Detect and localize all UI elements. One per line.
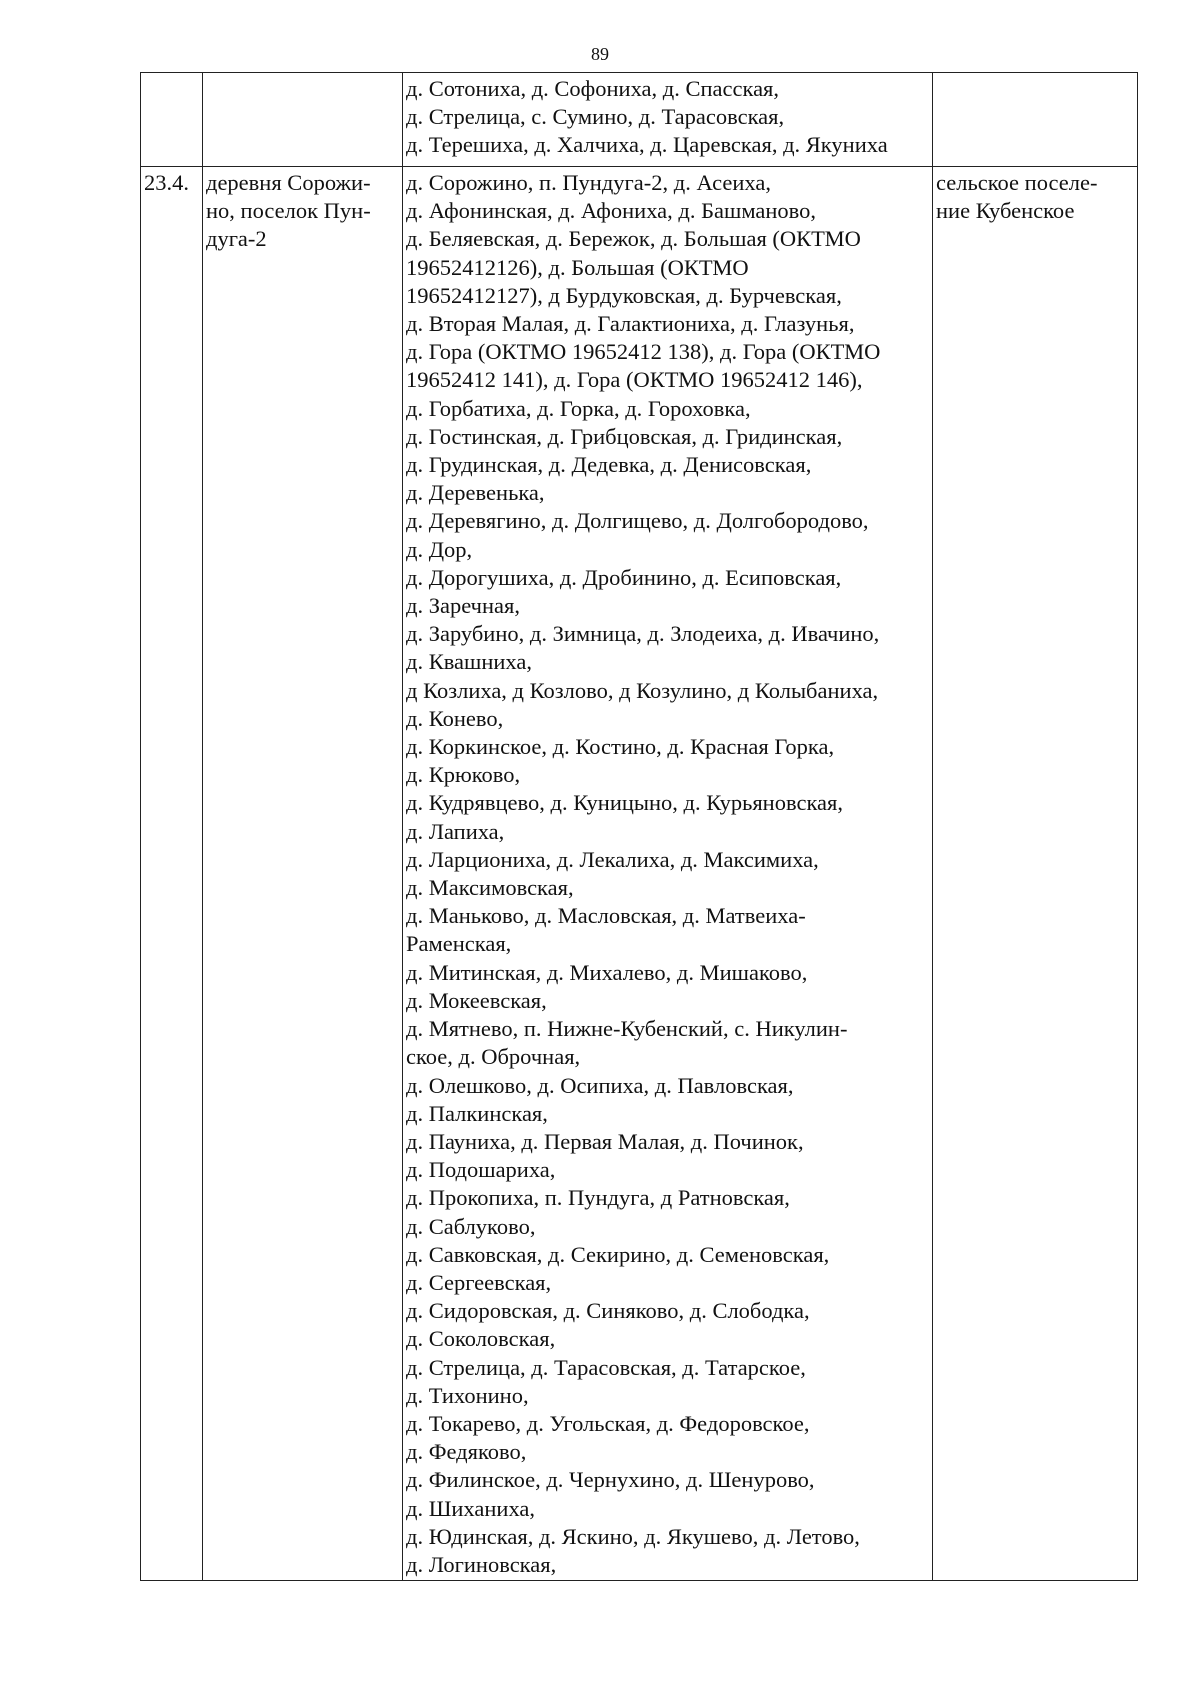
settlements-line: д. Олешково, д. Осипиха, д. Павловская, xyxy=(406,1072,794,1098)
settlements-line: д. Вторая Малая, д. Галактиониха, д. Глазунья, xyxy=(406,311,855,337)
settlement-name-cell xyxy=(203,167,403,1581)
settlements-line: д. Афонинская, д. Афониха, д. Башманово, xyxy=(406,198,817,224)
settlements-line: д. Лапиха, xyxy=(406,818,505,844)
settlements-line: д. Коркинское, д. Костино, д. Красная Горка, xyxy=(406,734,835,760)
municipality-cell xyxy=(933,167,1138,1581)
settlements-line: д. Тихонино, xyxy=(406,1382,529,1408)
settlements-line: д. Мятнево, п. Нижне-Кубенский, с. Никулин- xyxy=(406,1016,848,1042)
settlement-name-line: дуга-2 xyxy=(206,226,267,252)
table-row-continuation xyxy=(141,73,1138,167)
settlements-line: д. Сорожино, п. Пундуга-2, д. Асеиха, xyxy=(406,170,771,195)
settlements-line: 19652412 141), д. Гора (ОКТМО 19652412 146), xyxy=(406,367,863,393)
settlements-line: д. Токарево, д. Угольская, д. Федоровское, xyxy=(406,1410,810,1436)
settlements-line: 19652412126), д. Бoльшая (ОКТМО xyxy=(406,254,749,280)
settlements-line: д. Сотониха, д. Софониха, д. Спасская, xyxy=(406,76,780,101)
settlements-line: д. Шиханиха, xyxy=(406,1495,536,1521)
settlements-line: д. Дорогушиха, д. Дробинино, д. Есиповская, xyxy=(406,564,842,590)
row-number-cell xyxy=(141,73,203,167)
settlements-line: д. Митинская, д. Михалево, д. Мишаково, xyxy=(406,959,808,985)
settlements-line: д. Соколовская, xyxy=(406,1326,556,1352)
settlements-line: д. Филинское, д. Чернухино, д. Шенурово, xyxy=(406,1467,815,1493)
settlements-line: д. Дор, xyxy=(406,536,473,562)
settlements-line: д. Савковская, д. Секирино, д. Семеновская, xyxy=(406,1241,830,1267)
settlements-line: д. Прокопиха, п. Пундуга, д Ратновская, xyxy=(406,1185,790,1211)
municipality-line: ние Кубенское xyxy=(936,198,1075,224)
settlements-line: д. Гора (ОКТМО 19652412 138), д. Гора (ОКТМО xyxy=(406,339,881,365)
settlements-line: д. Гостинская, д. Грибцовская, д. Гридинская, xyxy=(406,423,843,449)
settlements-line: Раменская, xyxy=(406,931,512,957)
row-number-cell xyxy=(141,167,203,1581)
settlements-line: д. Терешиха, д. Халчиха, д. Царевская, д. Якуниха xyxy=(406,132,888,158)
municipality-line: сельское поселе- xyxy=(936,170,1098,195)
settlements-line: д. Горбатиха, д. Горка, д. Гороховка, xyxy=(406,395,751,421)
settlements-list-cell xyxy=(403,73,933,167)
settlements-line: д. Стрелица, с. Сумино, д. Тарасовская, xyxy=(406,104,785,130)
settlements-line: д. Деревягино, д. Долгищево, д. Долгобородово, xyxy=(406,508,869,534)
settlements-list-cell xyxy=(403,167,933,1581)
settlements-line: д. Маньково, д. Масловская, д. Матвеиха- xyxy=(406,903,806,929)
page-number: 89 xyxy=(591,44,609,64)
settlements-line: д. Деревенька, xyxy=(406,480,545,506)
settlements-line: д. Сергеевская, xyxy=(406,1269,552,1295)
settlements-line: д. Заречная, xyxy=(406,593,520,619)
settlements-line: д. Квашниха, xyxy=(406,649,532,675)
settlements-line: д. Конево, xyxy=(406,705,504,731)
settlements-line: д. Беляевская, д. Бережок, д. Большая (ОКТМО xyxy=(406,226,861,252)
settlements-line: д. Пауниха, д. Первая Малая, д. Починок, xyxy=(406,1128,804,1154)
settlements-line: д. Стрелица, д. Тарасовская, д. Татарское, xyxy=(406,1354,806,1380)
settlement-name-cell xyxy=(203,73,403,167)
settlements-line: д. Крюково, xyxy=(406,762,521,788)
settlements-line: д. Зарубино, д. Зимница, д. Злодеиха, д. Ивачино, xyxy=(406,621,880,647)
row-number: 23.4. xyxy=(144,170,189,195)
settlements-line: д. Саблуково, xyxy=(406,1213,536,1239)
settlements-line: д. Кудрявцево, д. Куницыно, д. Курьяновская, xyxy=(406,790,844,816)
settlements-line: д. Грудинская, д. Дедевка, д. Денисовская, xyxy=(406,452,812,478)
settlements-line: д. Палкинская, xyxy=(406,1100,548,1126)
settlement-name-line: но, поселок Пун- xyxy=(206,198,371,224)
settlements-line: ское, д. Оброчная, xyxy=(406,1044,581,1070)
settlements-line: д. Юдинская, д. Яскино, д. Якушево, д. Летово, xyxy=(406,1523,860,1549)
settlement-name-line: деревня Сорожи- xyxy=(206,170,371,195)
settlements-line: д. Максимовская, xyxy=(406,875,574,901)
settlements-line: д. Сидоровская, д. Синяково, д. Слободка, xyxy=(406,1298,810,1324)
settlements-line: д Козлиха, д Козлово, д Козулино, д Колыбаниха, xyxy=(406,677,879,703)
settlements-line: д. Ларциониха, д. Лекалиха, д. Максимиха, xyxy=(406,846,819,872)
settlements-line: д. Федяково, xyxy=(406,1439,527,1465)
table-row xyxy=(141,167,1138,1581)
settlements-line: д. Логиновская, xyxy=(406,1551,557,1577)
settlements-line: д. Мокеевская, xyxy=(406,987,547,1013)
settlements-table xyxy=(140,72,1138,1581)
settlements-line: д. Подошариха, xyxy=(406,1157,556,1183)
municipality-cell xyxy=(933,73,1138,167)
settlements-line: 19652412127), д Бурдуковская, д. Бурчевская, xyxy=(406,282,842,308)
